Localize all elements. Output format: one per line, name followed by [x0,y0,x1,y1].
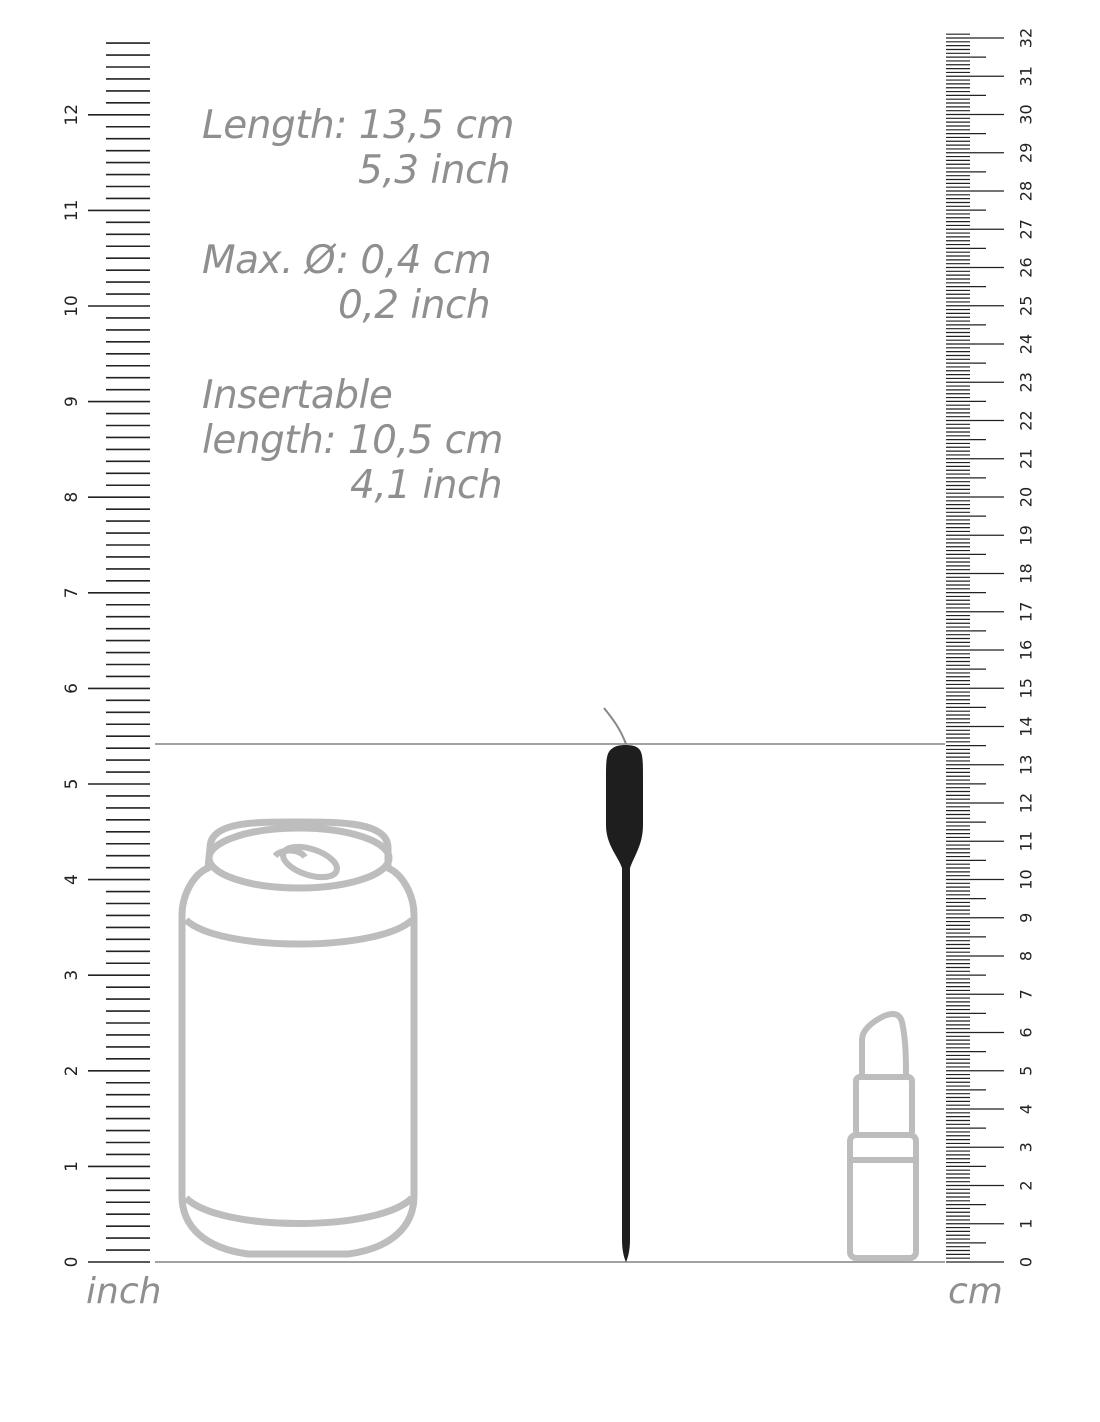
cm-tick-label: 28 [1016,180,1036,202]
length-inch: 5,3 inch [358,148,511,193]
cm-tick-label: 14 [1016,716,1036,737]
cm-tick-label: 6 [1016,1027,1036,1038]
inch-tick-label: 1 [62,1160,82,1172]
inch-tick-label: 7 [62,587,82,599]
cm-tick-label: 25 [1016,295,1036,316]
cm-ruler [946,28,1036,1267]
cm-tick-label: 0 [1016,1256,1036,1268]
cm-tick-label: 1 [1016,1218,1036,1229]
cm-tick-label: 23 [1016,372,1036,393]
cm-tick-label: 12 [1016,792,1036,814]
length-label: Length: [202,103,347,148]
soda-can-icon [182,822,414,1254]
diameter-inch: 0,2 inch [338,283,491,328]
cm-tick-label: 17 [1016,601,1036,622]
inch-ruler [62,43,150,1267]
cm-unit-label: cm [948,1271,1003,1312]
diameter-label: Max. Ø: [202,238,349,283]
inch-tick-label: 4 [62,874,82,886]
cm-tick-label: 16 [1016,639,1036,661]
cm-tick-label: 5 [1016,1065,1036,1076]
length-spec [202,103,514,193]
cm-tick-label: 2 [1016,1180,1036,1191]
insertable-label-2: length: [202,418,336,463]
inch-tick-label: 6 [62,682,82,694]
cm-tick-label: 4 [1016,1103,1036,1115]
diameter-cm: 0,4 cm [360,238,492,283]
cm-tick-label: 9 [1016,912,1036,923]
cm-tick-label: 18 [1016,563,1036,584]
cm-tick-label: 21 [1016,448,1036,469]
inch-tick-label: 0 [62,1256,82,1268]
product-silhouette [604,708,643,1262]
cm-tick-label: 13 [1016,754,1036,775]
cm-tick-label: 29 [1016,142,1036,163]
cm-tick-label: 32 [1016,27,1036,49]
inch-tick-label: 8 [62,491,82,503]
inch-tick-label: 12 [62,103,82,126]
cm-tick-label: 27 [1016,219,1036,240]
inch-tick-label: 11 [62,199,82,222]
length-cm: 13,5 cm [358,103,514,148]
diameter-spec [202,238,491,328]
inch-tick-label: 5 [62,778,82,790]
cm-tick-label: 30 [1016,104,1036,125]
cm-tick-label: 15 [1016,678,1036,699]
inch-tick-label: 9 [62,396,82,408]
cm-tick-label: 7 [1016,989,1036,1000]
cm-tick-label: 19 [1016,525,1036,546]
cm-tick-label: 24 [1016,333,1036,355]
inch-tick-label: 10 [62,295,82,317]
cm-tick-label: 31 [1016,66,1036,87]
cm-tick-label: 11 [1016,831,1036,852]
cm-tick-label: 10 [1016,869,1036,890]
inch-tick-label: 3 [62,969,82,981]
inch-unit-label: inch [86,1271,162,1312]
insertable-spec [202,373,503,508]
cm-tick-label: 20 [1016,486,1036,508]
insertable-cm: 10,5 cm [347,418,504,463]
inch-tick-label: 2 [62,1065,82,1077]
insertable-inch: 4,1 inch [350,463,503,508]
cm-tick-label: 3 [1016,1142,1036,1153]
cm-tick-label: 8 [1016,950,1036,962]
lipstick-icon [850,1014,916,1258]
cm-tick-label: 26 [1016,257,1036,278]
cm-tick-label: 22 [1016,410,1036,431]
insertable-label-1: Insertable [202,373,393,418]
